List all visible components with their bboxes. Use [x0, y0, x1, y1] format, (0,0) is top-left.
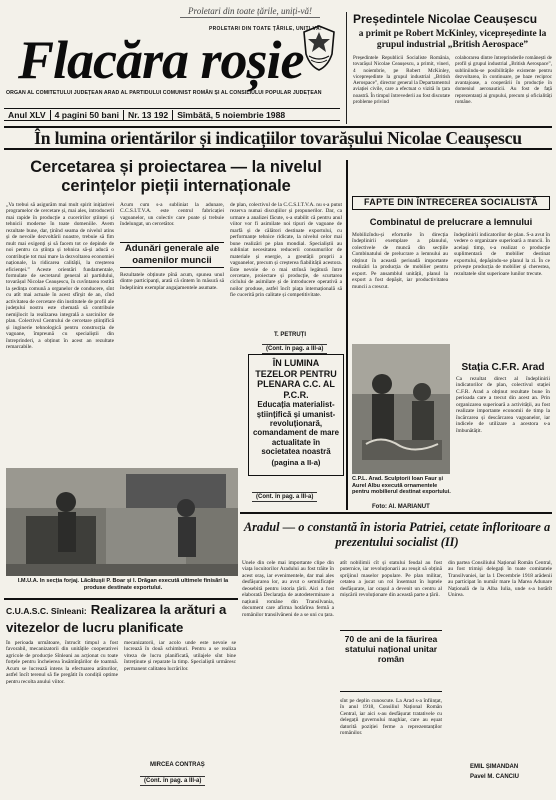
sculptors-photo-image [352, 344, 450, 474]
fapte-text-col1: Mobilizîndu-și eforturile în direcția îndeplinirii exemplare a planului, colectivele de muncă din secțiile Combinatului de prelucrare a lemnului au obținut în această perioadă importante realizări la producția de mobilier pentru export. Pe ansamblul unității, planul la export a fost depășit, iar productivitatea muncii a crescut. [352, 232, 448, 290]
arad-article-headline: Aradul — o constantă în istoria Patriei, cetate înfloritoare a prezentului socialist (II) [243, 520, 551, 549]
main-article-col2b: Rezultatele obținute pînă acum, spunea unul dintre participanți, arată că sîntem în măsură să îndeplinim exemplar angajamentele asumate. [120, 272, 224, 291]
issue-number: Nr. 13 192 [124, 110, 173, 120]
main-article-byline: T. PETRUȚI [274, 332, 307, 338]
arad-text-col1: Unele din cele mai importante clipe din viața locuitorilor Aradului au fost trăite în acest oraș, iar evenimentele, dar mai ales desfășurarea lor, au avut o semnificație deosebită pentru istoria țării. Aici a fost elaborată Declarația de autodeterminare a națiunii române din Transilvania, document care afirma hotărîrea fermă a românilor transilvăneni de a se uni cu țara. [242, 560, 334, 618]
masthead-subtitle: ORGAN AL COMITETULUI JUDEȚEAN ARAD AL PARTIDULUI COMUNIST ROMÂN ȘI AL CONSILIULUI POPULAR JUDEȚEAN [6, 90, 322, 96]
cuasc-tag: C.U.A.S.C. Sînleani: [6, 606, 87, 616]
fapte-subheading: Combinatul de prelucrare a lemnului [369, 216, 533, 227]
issue-info-bar [4, 108, 340, 121]
plenary-page-ref: (pagina a II-a) [271, 458, 321, 468]
coat-of-arms-icon [300, 24, 338, 72]
issue-date: Sîmbătă, 5 noiembrie 1988 [177, 109, 286, 120]
cuasc-text-col1: În perioada următoare, întrucît timpul a fost favorabil, mecanizatorii din unitățile cooperativei agricole de producție Sînleani au acționat cu toate forțele pentru încheierea însămînțărilor de toamnă. Acum se lucrează intens la efectuarea arăturilor, astfel încît terenul să fie pregătit în condiții optime pentru recolta anului viitor. [6, 640, 118, 685]
masthead-slogan: PROLETARI DIN TOATE ȚĂRILE, UNIȚI-VĂ! [208, 26, 322, 32]
section-rule-cuasc [4, 598, 238, 600]
section-rule [240, 512, 552, 514]
factory-photo [6, 468, 238, 576]
newspaper-title: Flacăra roșie [18, 30, 304, 90]
main-article-col3: de plan, colectivul de la C.C.S.I.T.V.A. nu s-a putut rezerva numai discuțiilor și propunerilor. Dar, ca urmare a analizei făcute, s-a stabilit că pentru anul viitor vor fi asimilate noi tipuri de vagoane de marfă și de călători destinate exportului, cu performanțe tehnice ridicate, la nivelul celor mai bune realizări pe plan mondial. Specialiștii au subliniat necesitatea reducerii consumurilor de materiale și energie, a greutății proprii a vagoanelor, precum și creșterea fiabilității acestora. Este nevoie de o mai strînsă legătură între cercetare, proiectare și producție, de scurtarea ciclului de asimilare și de introducere operativă a noilor produse, astfel încît piața internațională să fie cucerită prin calitate și competitivitate. [230, 202, 342, 299]
plenary-box[interactable] [248, 354, 344, 476]
president-headline: Președintele Nicolae Ceaușescu [353, 12, 538, 26]
cuasc-byline: MIRCEA CONTRAȘ [150, 762, 205, 768]
main-article-col2: Acum cum s-a subliniat la adunare, C.C.S.I.T.V.A. este centrul fabricației vagoanelor, un colectiv care poate și trebuie îndelungat, un cercetător. [120, 202, 224, 228]
president-subhead: a primit pe Robert McKinley, vicepreședinte la grupul industrial „British Aerospace” [358, 29, 547, 50]
president-text-col1: Președintele Republicii Socialiste România, tovarășul Nicolae Ceaușescu, a primit, vineri, 4 noiembrie, pe Robert McKinley, vicepreședinte la grupul industrial „British Aerospace”, director general la Departamentul aviației civile, care a efectuat o vizită în țara noastră. În timpul întrevederii au fost discutate probleme privind [353, 55, 450, 106]
anniversary-box: 70 de ani de la făurirea statului național unitar român [340, 630, 442, 692]
masthead-script-line: Proletari din toate țările, uniți-vă! [180, 6, 320, 18]
cuasc-text-col2: mecanizatorii, iar acolo unde este nevoie se lucrează în două schimburi. Pentru a se realiza viteza de lucru planificată, utilajele sînt bine întreținute și reparate la timp. Specialiștii urmăresc permanent calitatea lucrărilor. [124, 640, 236, 672]
arad-text-col4: din partea Consiliului Național Român Central, au fost trimiși delegați în toate comitatele Transilvaniei, iar la 1 Decembrie 1918 arădenii au participat în număr mare la Marea Adunare Națională de la Alba Iulia, unde s-a hotărît Unirea. [448, 560, 552, 599]
sculptors-photo [352, 344, 450, 474]
cuasc-headline [6, 602, 238, 635]
main-article-box-head: Adunări generale ale oamenilor muncii [120, 242, 224, 268]
factory-photo-caption: I.M.U.A. In secția forjaj. Lăcătușii P. Boar și I. Drăgan execută ultimele finisări la produse destinate exportului. [17, 578, 229, 591]
arad-text-col3: sînt pe deplin cunoscute. La Arad s-a înființat, în anul 1918, Consiliul Național Român Central, iar aici s-au desfășurat tratativele cu delegații guvernului maghiar, care au eșuat datorită poziției ferme a reprezentanților românilor. [340, 698, 442, 737]
cfr-station-text: Ca rezultat direct al îndeplinirii indicatorilor de plan, colectivul stației C.F.R. Arad a obținut rezultate bune în perioada care a trecut din acest an. Prin organizarea superioară a activității, au fost realizate importante economii de timp la încărcarea și descărcarea vagoanelor, iar indicele de utilizare a acestora s-a îmbunătățit. [456, 376, 550, 434]
president-article [346, 12, 552, 124]
cuasc-title: Realizarea la arături a vitezelor de lucru planificate [6, 602, 227, 635]
arad-byline-2: Pavel M. CANCIU [470, 774, 520, 780]
president-text-col2: colaborarea dintre întreprinderile românești de profil și grupul industrial „British Aerospace”, subliniindu-se posibilitățile existente pentru dezvoltarea, în continuare, pe baze reciproc avantajoase, a cooperării în producție în domeniul aeronauticii. Au fost de față reprezentanți ai grupului, precum și oficialități române. [455, 55, 552, 106]
main-article-col1: „Va trebui să asigurăm mai mult spirit inițiativei programelor de cercetare și, mai ales, introducerii mai rapide în producție a cuceririlor științei și tehnicii moderne în toate domeniile. Avem rezultate bune, dar, ținînd seama de nivelul atins și de nevoile dezvoltării noastre, trebuie să fim mult mai exigenți și să facem tot ce depinde de noi pentru ca știința și tehnica să-și aducă o contribuție tot mai mare la dezvoltarea economiei naționale, la ridicarea calității, la creșterea eficienței.” Aceste orientări fundamentale, formulate de secretarul general al partidului, tovarășul Nicolae Ceaușescu, în cuvîntarea rostită la ședința comună a organelor de conducere, sînt cu atît mai actuale în acest sfîrșit de an, cînd activitatea de cercetare din institutele de profil ale județului nostru este chemată să contribuie nemijlocit la realizarea integrală a sarcinilor de plan. Colectivul Centrului de cercetare științifică și inginerie tehnologică pentru construcția de vagoane, împreună cu specialiștii din întreprinderi, a obținut în acest an rezultate remarcabile. [6, 202, 114, 350]
cuasc-continued: (Cont. în pag. a III-a) [140, 776, 205, 786]
plenary-title: ÎN LUMINA TEZELOR PENTRU PLENARA C.C. AL P.C.R. [255, 358, 337, 400]
sculptors-photo-credit: Foto: Al. MARIANUT [372, 504, 430, 510]
main-article-continued: (Cont. în pag. a III-a) [262, 344, 327, 354]
section-title-fapte: FAPTE DIN ÎNTRECEREA SOCIALISTĂ [352, 196, 550, 210]
plenary-text: Educația materialist-științifică și umanist-revoluționară, comandament de mare actualitate în societatea noastră [253, 400, 339, 456]
fapte-continued: (Cont. în pag. a III-a) [252, 492, 317, 502]
column-divider [346, 160, 348, 510]
issue-pages-price: 4 pagini 50 bani [51, 110, 124, 120]
arad-text-col2: atît nobilimii cît și statului feudal au fost puternice, iar revoluționarii au reușit să obțină sprijinul maselor populare. Pe plan militar, cetatea a jucat un rol însemnat în luptele desfășurate, iar orașul a devenit un centru al mișcării revoluționare din această parte a țării. [340, 560, 442, 599]
issue-year: Anul XLV [4, 110, 51, 120]
fapte-text-col2: îndeplinirii indicatorilor de plan. S-a avut în vedere o organizare superioară a muncii. În același timp, s-a realizat o producție suplimentară de mobilier destinat exportului, depășindu-se planul la zi. În ce privește producția de mobilier și cherestea, rezultatele sînt superioare lunilor trecute. [454, 232, 550, 277]
factory-photo-image [6, 468, 238, 576]
banner-headline: În lumina orientărilor și indicațiilor tovarășului Nicolae Ceaușescu [4, 126, 552, 150]
cfr-station-heading: Stația C.F.R. Arad [461, 362, 545, 373]
arad-byline-1: EMIL ȘIMANDAN [470, 764, 519, 770]
main-article-headline: Cercetarea și proiectarea — la nivelul cerințelor pieții internaționale [30, 158, 322, 195]
sculptors-photo-caption: C.P.L. Arad. Sculptorii Ioan Faur și Aurel Albu execută ornamentele pentru mobilierul destinat exportului. [352, 476, 451, 496]
